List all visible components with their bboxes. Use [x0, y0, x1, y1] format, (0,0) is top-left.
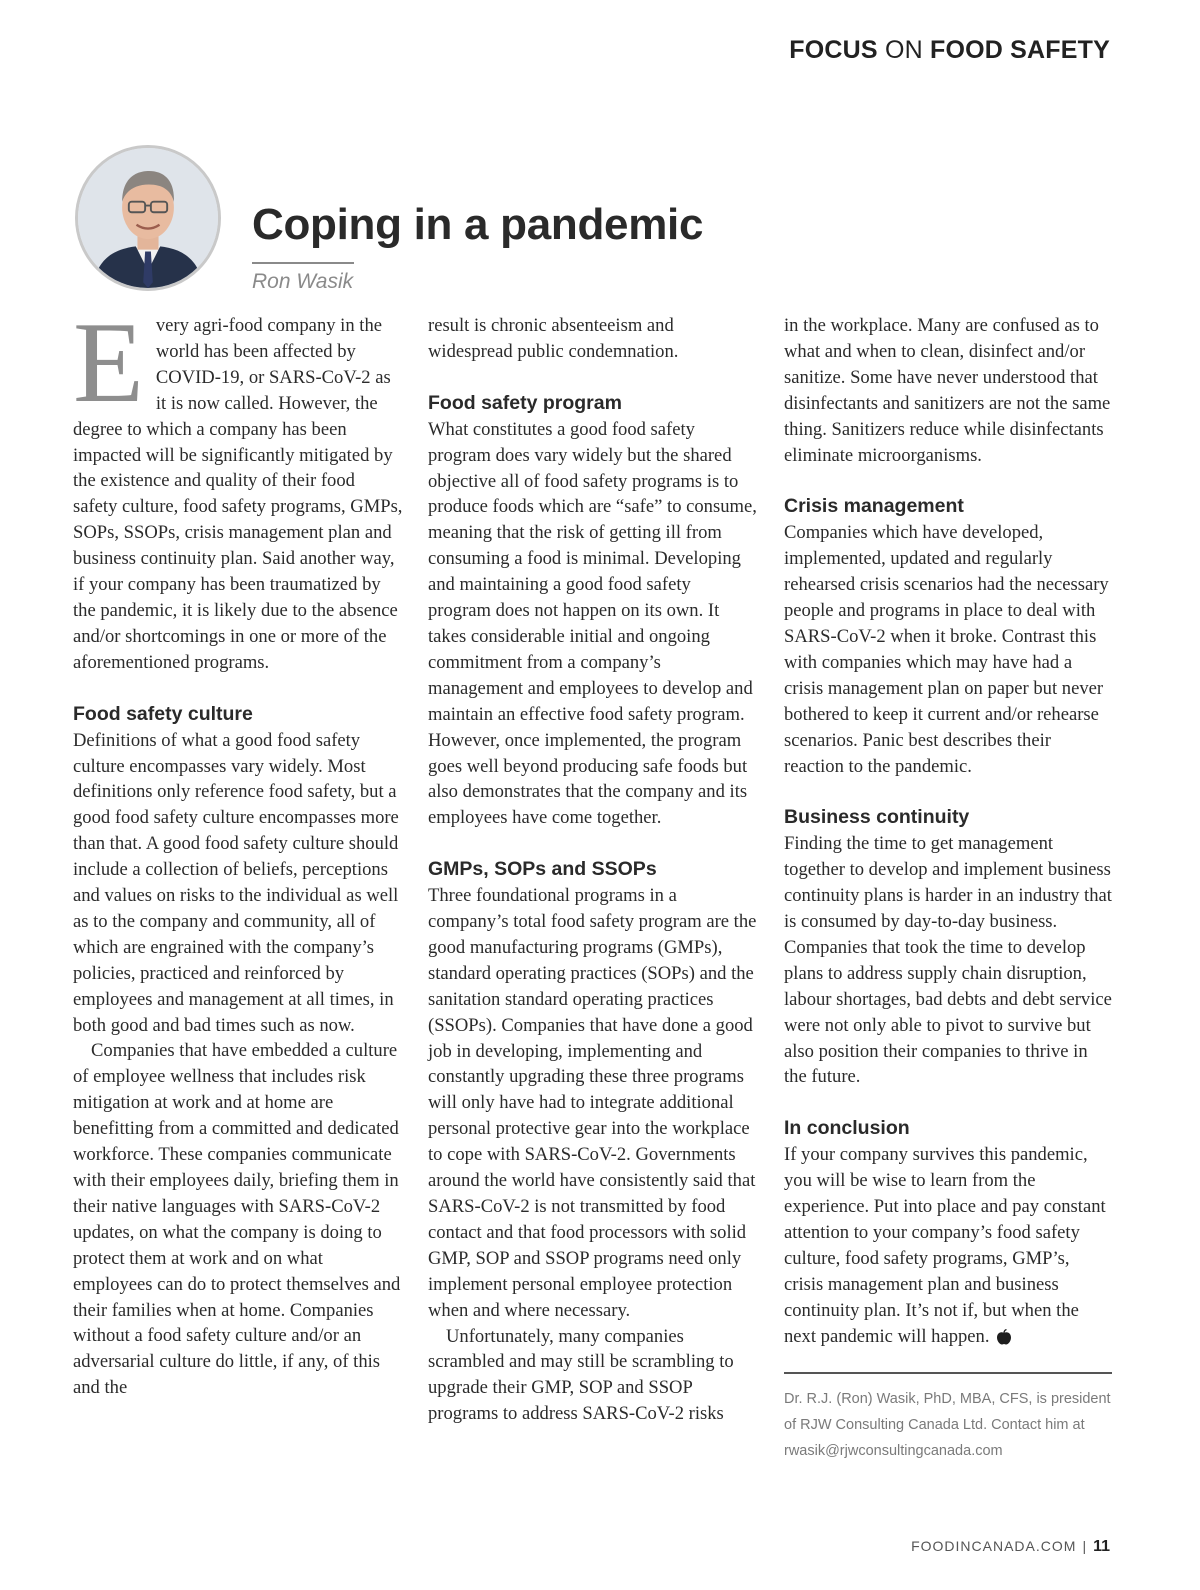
closing-text: If your company survives this pandemic, you will be wise to learn from the experience. Put into place and pay constant attention to your company’s food safety culture, food safety programs, GMP’s, crisis management plan and business continuity plan. It’s not if, but when the next pandemic will happen.	[784, 1144, 1106, 1347]
paragraph: What constitutes a good food safety program does vary widely but the shared objective all of food safety programs is to produce foods which are “safe” to consume, meaning that the risk of getting ill from consuming a food is minimal. Developing and maintaining a good food safety program does not happen on its own. It takes considerable initial and ongoing commitment from a company’s management and employees to develop and maintain an effective food safety program. However, once implemented, the program goes well beyond producing safe foods but also demonstrates that the company and its employees have come together.	[428, 418, 757, 829]
paragraph: Finding the time to get management together to develop and implement business continuity plans is harder in an industry that is consumed by day-to-day business. Companies that took the time to develop plans to address supply chain disruption, labour shortages, bad debts and debt service were not only able to pivot to survive but also position their companies to thrive in the future.	[784, 833, 1112, 1088]
heading-gmps-sops-ssops: GMPs, SOPs and SSOPs	[428, 858, 657, 881]
paragraph: Companies that have embedded a culture of employee wellness that includes risk mitigation at work and at home are benefitting from a committed and dedicated workforce. These companies communicate with their employees daily, briefing them in their native languages with SARS-CoV-2 updates, on what the company is doing to protect them at work and on what employees can do to protect themselves and their families when at home. Companies without a food safety culture and/or an adversarial culture do little, if any, of this and the	[73, 1040, 401, 1399]
heading-business-continuity: Business continuity	[784, 806, 970, 829]
paragraph: in the workplace. Many are confused as to what and when to clean, disinfect and/or sanitize. Some have never understood that disinfectants and sanitizers are not the same thing. Sanitizers reduce while disinfectants eliminate microorganisms.	[784, 315, 1111, 466]
section-tag-on: ON	[884, 36, 923, 64]
author-portrait-icon	[78, 148, 218, 288]
page-number: 11	[1093, 1538, 1110, 1555]
article-column-3	[784, 313, 1112, 1464]
title-divider	[252, 262, 354, 264]
author-bio: Dr. R.J. (Ron) Wasik, PhD, MBA, CFS, is president of RJW Consulting Canada Ltd. Contact him at rwasik@rjwconsultingcanada.com	[784, 1390, 1111, 1459]
footer-site: FOODINCANADA.COM	[911, 1538, 1077, 1554]
author-photo	[75, 145, 221, 291]
intro-paragraph	[73, 299, 403, 676]
heading-food-safety-culture: Food safety culture	[73, 702, 253, 725]
section-tag-food-safety: FOOD SAFETY	[930, 36, 1110, 64]
author-byline: Ron Wasik	[252, 270, 354, 293]
heading-food-safety-program: Food safety program	[428, 391, 622, 414]
footer-separator: |	[1082, 1538, 1088, 1554]
closing-paragraph	[784, 1142, 1112, 1349]
paragraph: result is chronic absenteeism and widespread public condemnation.	[428, 315, 679, 362]
heading-crisis-management: Crisis management	[784, 495, 964, 518]
section-tag-focus: FOCUS	[789, 36, 878, 64]
paragraph: Definitions of what a good food safety culture encompasses vary widely. Most definitions only reference food safety, but a good food safety culture encompasses more than that. A good food safety culture should include a collection of beliefs, perceptions and values on risks to the individual as well as to the company and community, all of which are engrained with the company’s policies, practiced and reinforced by employees and management at all times, in both good and bad times such as now.	[73, 729, 399, 1036]
section-tag	[789, 36, 1110, 65]
bio-divider	[784, 1372, 1112, 1374]
heading-in-conclusion: In conclusion	[784, 1117, 910, 1140]
article-column-1	[73, 299, 403, 1401]
intro-text: very agri-food company in the world has been affected by COVID-19, or SARS-CoV-2 as it is now called. However, the degree to which a company has been impacted will be significantly mitigated by the existence and quality of their food safety culture, food safety programs, GMPs, SOPs, SSOPs, crisis management plan and business continuity plan. Said another way, if your company has been traumatized by the pandemic, it is likely due to the absence and/or shortcomings in one or more of the aforementioned programs.	[73, 315, 403, 673]
paragraph: Unfortunately, many companies scrambled and may still be scrambling to upgrade their GMP, SOP and SSOP programs to address SARS-CoV-2 risks	[428, 1325, 734, 1425]
article-title: Coping in a pandemic	[252, 200, 704, 249]
paragraph: Three foundational programs in a company’s total food safety program are the good manufacturing programs (GMPs), standard operating practices (SOPs) and the sanitation standard operating practices (SSOPs). Companies that have done a good job in developing, implementing and constantly upgrading these three programs will only have had to integrate additional personal protective gear into the workplace to cope with SARS-CoV-2. Governments around the world have consistently said that SARS-CoV-2 is not transmitted by food contact and that food processors with solid GMP, SOP and SSOP programs need only implement personal employee protection when and where necessary.	[428, 885, 757, 1321]
article-column-2	[428, 313, 758, 1427]
paragraph: Companies which have developed, implemented, updated and regularly rehearsed crisis scenarios had the necessary people and programs in place to deal with SARS-CoV-2 when it broke. Contrast this with companies which may have had a crisis management plan on paper but never bothered to keep it current and/or rehearse scenarios. Panic best describes their reaction to the pandemic.	[784, 522, 1109, 777]
drop-cap: E	[73, 299, 144, 427]
apple-end-icon	[996, 1329, 1012, 1345]
page-footer	[911, 1538, 1110, 1556]
